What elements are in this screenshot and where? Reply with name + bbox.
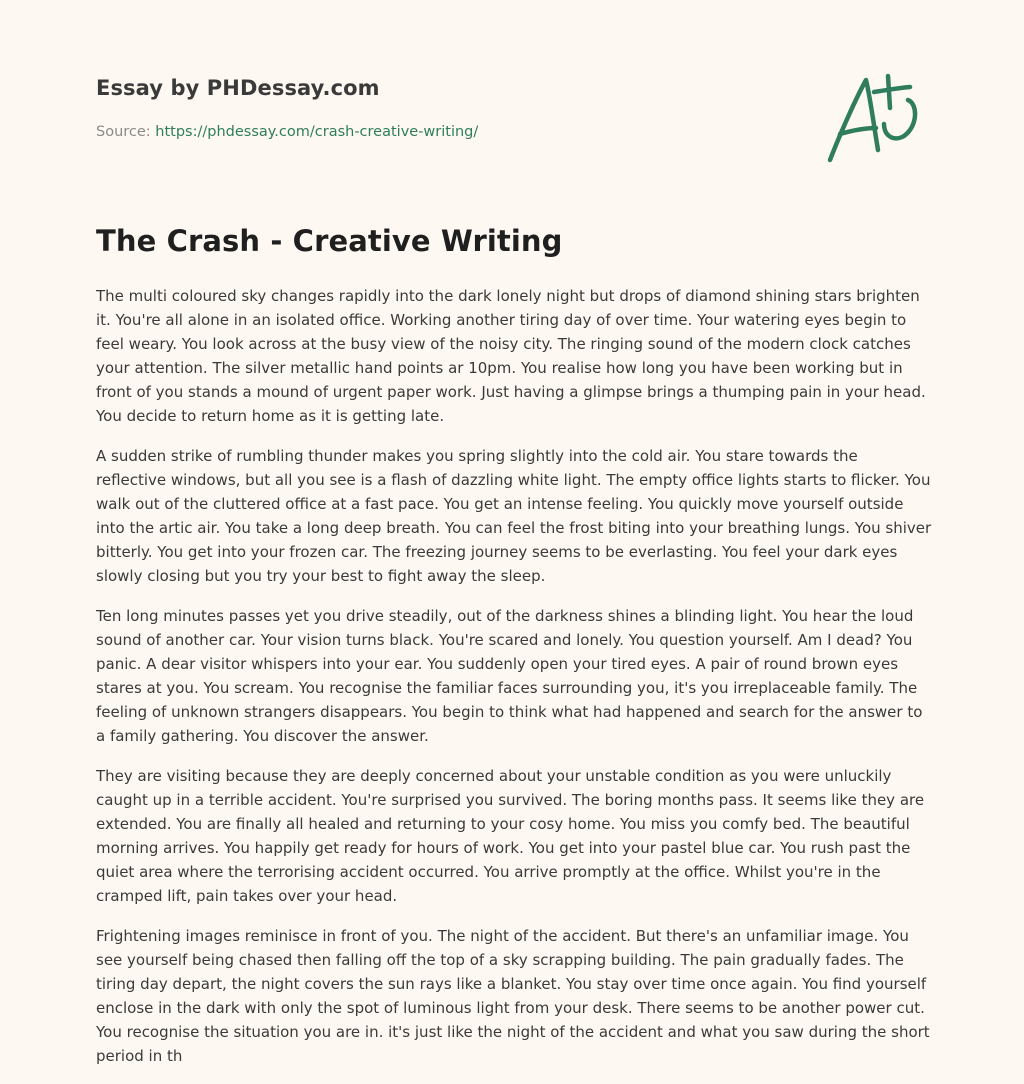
essay-paragraph: They are visiting because they are deeply concerned about your unstable condition as you were unluckily caught up in a terrible accident. You're surprised you survived. The boring months pass. It seems like they are extended. You are finally all healed and returning to your cosy home. You miss you comfy bed. The beautiful morning arrives. You happily get ready for hours of work. You get into your pastel blue car. You rush past the quiet area where the terrorising accident occurred. You arrive promptly at the office. Whilst you're in the cramped lift, pain takes over your head. xyxy=(96,767,925,905)
source-line xyxy=(96,124,478,140)
document-page xyxy=(96,0,932,1065)
essay-paragraph: A sudden strike of rumbling thunder makes you spring slightly into the cold air. You stare towards the reflective windows, but all you see is a flash of dazzling white light. The empty office lights starts to flicker. You walk out of the cluttered office at a fast pace. You get an intense feeling. You quickly move yourself outside into the artic air. You take a long deep breath. You can feel the frost biting into your breathing lungs. You shiver bitterly. You get into your frozen car. The freezing journey seems to be everlasting. You feel your dark eyes slowly closing but you try your best to fight away the sleep. xyxy=(96,447,932,585)
essay-paragraph: Frightening images reminisce in front of you. The night of the accident. But there's an unfamiliar image. You see yourself being chased then falling off the top of a sky scrapping building. The pain gradually fades. The tiring day depart, the night covers the sun rays like a blanket. You stay over time once again. You find yourself enclose in the dark with only the spot of luminous light from your desk. There seems to be another power cut. You recognise the situation you are in. it's just like the night of the accident and what you saw during the short period in th xyxy=(96,927,930,1065)
source-link[interactable]: https://phdessay.com/crash-creative-writing/ xyxy=(155,124,479,140)
essay-paragraph: Ten long minutes passes yet you drive steadily, out of the darkness shines a blinding light. You hear the loud sound of another car. Your vision turns black. You're scared and lonely. You question yourself. Am I dead? You panic. A dear visitor whispers into your ear. You suddenly open your tired eyes. A pair of round brown eyes stares at you. You scream. You recognise the familiar faces surrounding you, it's you irreplaceable family. The feeling of unknown strangers disappears. You begin to think what had happened and search for the answer to a family gathering. You discover the answer. xyxy=(96,607,923,745)
a-plus-grade-icon xyxy=(826,68,928,166)
essay-title: The Crash - Creative Writing xyxy=(96,224,563,258)
essay-body xyxy=(96,284,932,1084)
essay-paragraph: The multi coloured sky changes rapidly into the dark lonely night but drops of diamond shining stars brighten it. You're all alone in an isolated office. Working another tiring day of over time. Your watering eyes begin to feel weary. You look across at the busy view of the noisy city. The ringing sound of the modern clock catches your attention. The silver metallic hand points ar 10pm. You realise how long you have been working but in front of you stands a mound of urgent paper work. Just having a glimpse brings a thumping pain in your head. You decide to return home as it is getting late. xyxy=(96,287,926,425)
source-label: Source: xyxy=(96,124,151,140)
site-title: Essay by PHDessay.com xyxy=(96,76,380,100)
